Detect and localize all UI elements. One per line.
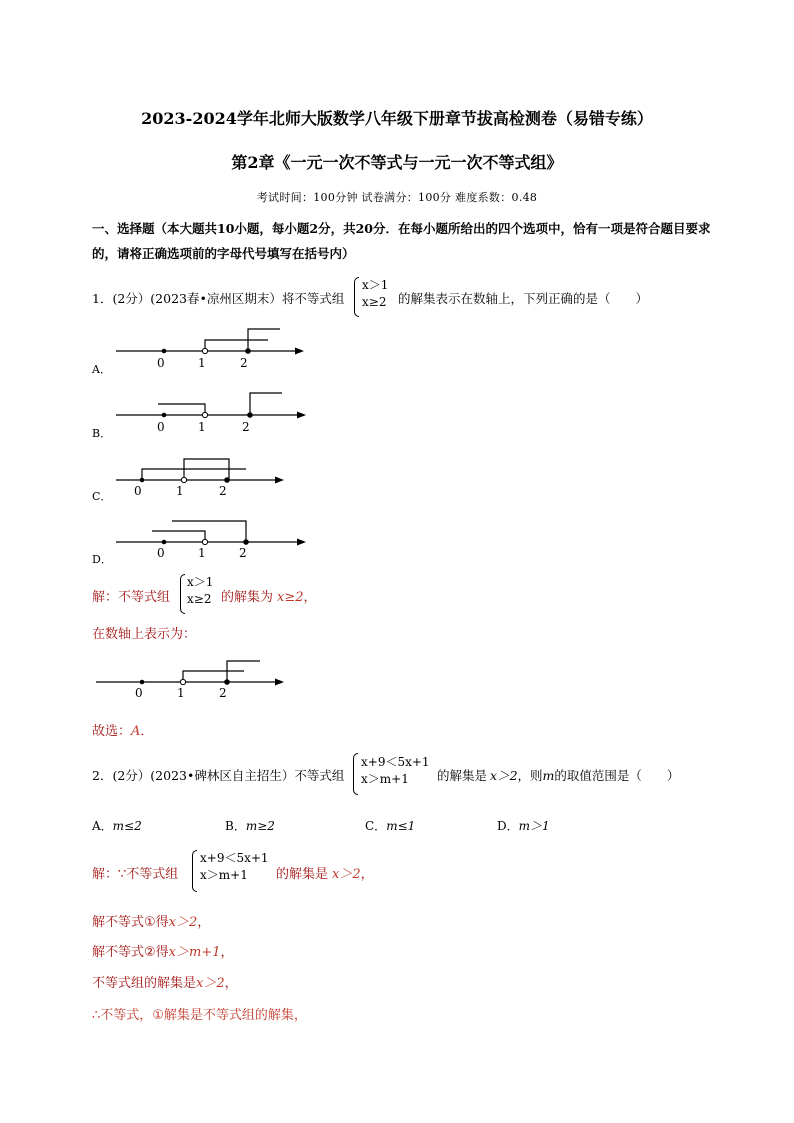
q2-value: x＞2 (490, 768, 518, 783)
q2-step2-value: x＞m+1 (168, 945, 221, 960)
q2-option-c-label: C． (365, 819, 387, 833)
q1-answer-choose-value: A (131, 724, 141, 739)
tick-label-1: 1 (198, 546, 206, 560)
q2-step2 (92, 941, 234, 960)
q2-step3-value: x＞2 (196, 976, 225, 991)
tick-label-2: 2 (242, 420, 250, 434)
tick-label-0: 0 (134, 484, 142, 498)
q2-option-b[interactable] (225, 817, 275, 834)
q1-answer-choose-tail: ． (140, 724, 154, 739)
q1-option-c-label[interactable]: C． (92, 490, 112, 503)
tick-label-2: 2 (219, 484, 227, 498)
tick-label-0: 0 (157, 420, 165, 434)
q1-option-d-label[interactable]: D． (92, 553, 112, 566)
q2-brace (353, 753, 358, 795)
tick-label-2: 2 (219, 686, 227, 700)
tick-label-1: 1 (198, 420, 206, 434)
q2-step2-tail: ， (220, 945, 234, 960)
q1-answer-tail: ， (303, 590, 317, 605)
q2-step3-tail: ， (224, 976, 238, 991)
q2-system (361, 754, 430, 788)
q1-answer-system-line1: x＞1 (187, 575, 214, 589)
q2-option-b-label: B． (225, 819, 246, 833)
q1-system-line1: x＞1 (362, 278, 389, 292)
q2-option-b-text: m≥2 (245, 819, 275, 833)
q2-step1 (92, 911, 210, 930)
q2-step4: ∴不等式，①解集是不等式组的解集， (92, 1008, 307, 1023)
q1-answer-system-line2: x≥2 (187, 592, 212, 606)
q1-answer-mid: 的解集为 (221, 590, 274, 605)
paper-title: 2023-2024学年北师大版数学八年级下册章节拔高检测卷（易错专练） (141, 109, 653, 128)
q1-answer-value: x≥2 (277, 590, 304, 605)
q2-answer-tail: ， (360, 867, 374, 882)
q2-answer-system-line1: x+9＜5x+1 (200, 851, 269, 865)
q2-mid: 的解集是 (437, 768, 488, 783)
tick-label-1: 1 (176, 484, 184, 498)
q2-option-d-label: D． (497, 819, 519, 833)
q2-suffix-b: 的取值范围是（ ） (554, 768, 680, 783)
q1-system-line2: x≥2 (362, 295, 387, 309)
tick-label-1: 1 (177, 686, 185, 700)
q1-suffix: 的解集表示在数轴上，下列正确的是（ ） (398, 291, 649, 306)
q1-prefix: 1．(2分）(2023春•凉州区期末）将不等式组 (92, 291, 345, 306)
q2-prefix: 2．(2分）(2023•碑林区自主招生）不等式组 (92, 768, 345, 783)
tick-label-2: 2 (240, 356, 248, 370)
q1-option-b-label[interactable]: B． (92, 427, 112, 440)
q2-option-c[interactable] (365, 817, 415, 834)
q2-answer-system (200, 850, 269, 884)
q2-option-d-text: m＞1 (518, 819, 550, 833)
tick-label-0: 0 (157, 546, 165, 560)
q2-step3 (92, 972, 238, 991)
q2-answer-mid-row (276, 863, 374, 882)
tick-label-0: 0 (135, 686, 143, 700)
q2-answer-brace (192, 850, 197, 892)
q2-option-a[interactable] (92, 817, 142, 834)
section-heading: 一、选择题（本大题共10小题，每小题2分，共20分．在每小题所给出的四个选项中，恰有一项是符合题目要求的，请将正确选项前的字母代号填写在括号内） (92, 221, 711, 261)
exam-meta: 考试时间：100分钟 试卷满分：100分 难度系数：0.48 (256, 191, 538, 204)
q2-option-c-text: m≤1 (386, 819, 416, 833)
q2-system-line2: x＞m+1 (361, 772, 409, 786)
q2-step1-tail: ， (197, 915, 211, 930)
tick-label-1: 1 (198, 356, 206, 370)
q2-step3-lead: 不等式组的解集是 (92, 976, 197, 991)
q2-var: m (542, 768, 555, 783)
q1-option-a-label[interactable]: A． (92, 363, 111, 376)
q2-suffix-a: ，则 (517, 768, 543, 783)
q2-answer-system-line2: x＞m+1 (200, 868, 248, 882)
q2-option-d[interactable] (497, 817, 550, 834)
q1-answer-lead: 解：不等式组 (92, 590, 171, 605)
q2-suffix-row (437, 766, 679, 784)
tick-label-2: 2 (239, 546, 247, 560)
q2-step1-value: x＞2 (168, 915, 198, 930)
q2-step1-lead: 解不等式①得 (92, 915, 169, 930)
q2-system-line1: x+9＜5x+1 (361, 755, 430, 769)
q1-answer-choice-row (92, 720, 153, 739)
q2-option-a-text: m≤2 (112, 819, 142, 833)
q2-step2-lead: 解不等式②得 (92, 945, 169, 960)
tick-label-0: 0 (157, 356, 165, 370)
q2-answer-value: x＞2 (332, 867, 361, 882)
chapter-title: 第2章《一元一次不等式与一元一次不等式组》 (231, 153, 563, 172)
q1-answer-axis-text: 在数轴上表示为： (92, 627, 197, 642)
q2-answer-mid: 的解集是 (276, 867, 329, 882)
q1-answer-choose-label: 故选： (92, 724, 132, 739)
q2-option-a-label: A． (92, 819, 113, 833)
q2-answer-lead: 解：∵不等式组 (92, 867, 179, 882)
